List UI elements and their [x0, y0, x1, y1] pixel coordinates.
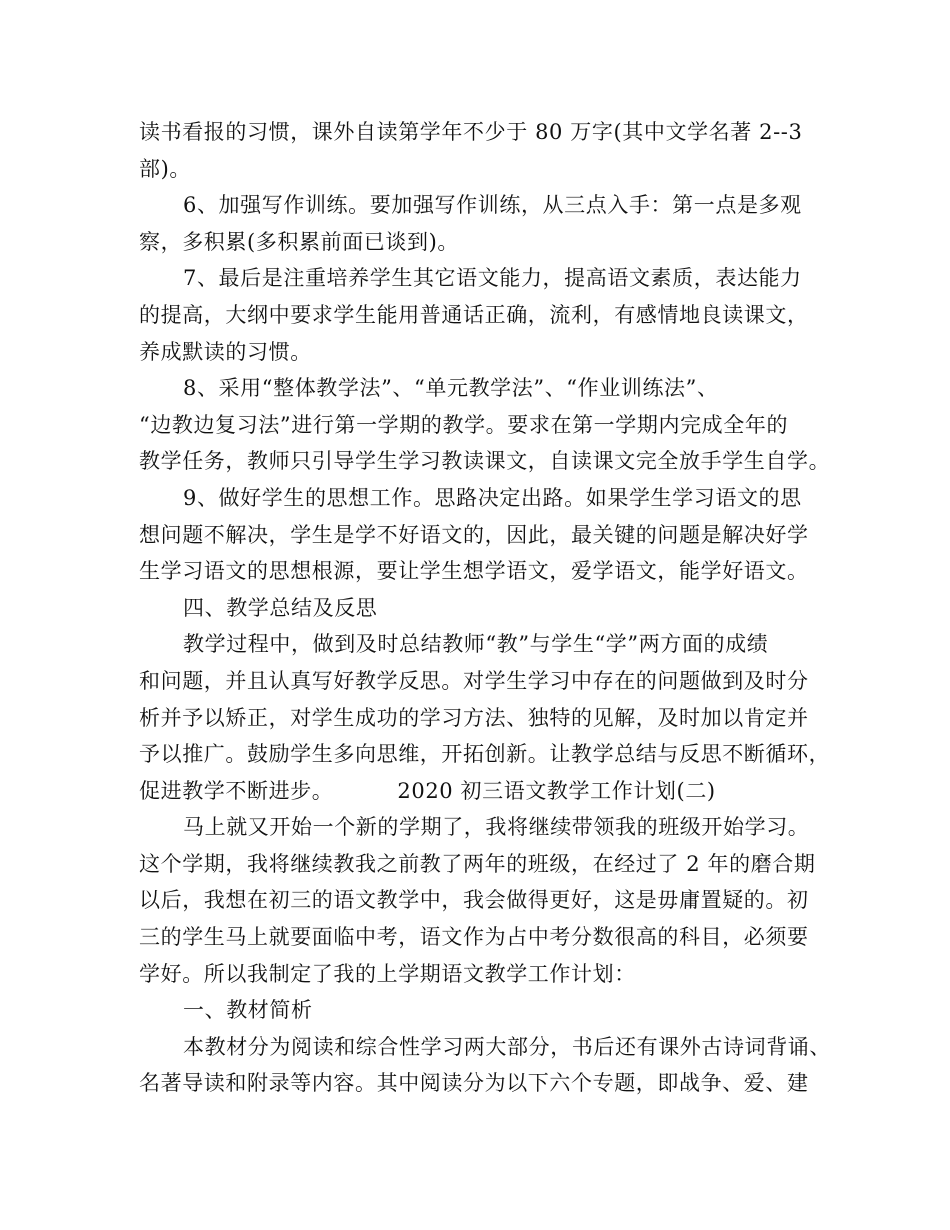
text-line: 7、最后是注重培养学生其它语文能力，提高语文素质，表达能力	[183, 266, 802, 291]
text-line: 读书看报的习惯，课外自读第学年不少于 80 万字(其中文学名著 2--3	[139, 120, 803, 144]
text-line: 马上就又开始一个新的学期了，我将继续带领我的班级开始学习。	[183, 815, 810, 840]
text-line: 察，多积累(多积累前面已谈到)。	[139, 229, 459, 254]
text-line: 的提高，大纲中要求学生能用普通话正确，流利，有感情地良读课文，	[139, 302, 809, 327]
text-line: 名著导读和附录等内容。其中阅读分为以下六个专题，即战争、爱、建	[139, 1071, 809, 1096]
text-line: 本教材分为阅读和综合性学习两大部分，书后还有课外古诗词背诵、	[183, 1034, 831, 1059]
split-line	[139, 773, 819, 810]
text-line: 教学任务，教师只引导学生学习教读课文，自读课文完全放手学生自学。	[139, 449, 831, 474]
text-line: 6、加强写作训练。要加强写作训练，从三点入手：第一点是多观	[183, 193, 802, 218]
text-line: 和问题，并且认真写好教学反思。对学生学习中存在的问题做到及时分	[139, 668, 809, 693]
text-line: 想问题不解决，学生是学不好语文的，因此，最关键的问题是解决好学	[139, 522, 809, 547]
text-line: 教学过程中，做到及时总结教师“教”与学生“学”两方面的成绩	[183, 632, 769, 657]
text-line: 析并予以矫正，对学生成功的学习方法、独特的见解，及时加以肯定并	[139, 705, 809, 730]
text-line: 学好。所以我制定了我的上学期语文教学工作计划：	[139, 961, 636, 986]
text-line: 这个学期，我将继续教我之前教了两年的班级，在经过了 2 年的磨合期	[139, 851, 816, 876]
text-line: 9、做好学生的思想工作。思路决定出路。如果学生学习语文的思	[183, 485, 802, 510]
text-segment: 促进教学不断进步。	[139, 778, 334, 803]
text-line: 以后，我想在初三的语文教学中，我会做得更好，这是毋庸置疑的。初	[139, 888, 809, 913]
section-heading: 一、教材简析	[183, 998, 313, 1023]
text-line: “边教边复习法”进行第一学期的教学。要求在第一学期内完成全年的	[139, 412, 789, 437]
text-line: 8、采用“整体教学法”、“单元教学法”、“作业训练法”、	[183, 376, 719, 401]
document-body	[139, 114, 831, 1102]
text-line: 三的学生马上就要面临中考，语文作为占中考分数很高的科目，必须要	[139, 925, 809, 950]
text-line: 养成默读的习惯。	[139, 339, 312, 364]
section-title: 2020 初三语文教学工作计划(二)	[397, 778, 716, 803]
text-line: 生学习语文的思想根源，要让学生想学语文，爱学语文，能学好语文。	[139, 559, 809, 584]
section-heading: 四、教学总结及反思	[183, 595, 378, 620]
text-line: 予以推广。鼓励学生多向思维，开拓创新。让教学总结与反思不断循环，	[139, 742, 831, 767]
text-line: 部)。	[139, 156, 191, 181]
